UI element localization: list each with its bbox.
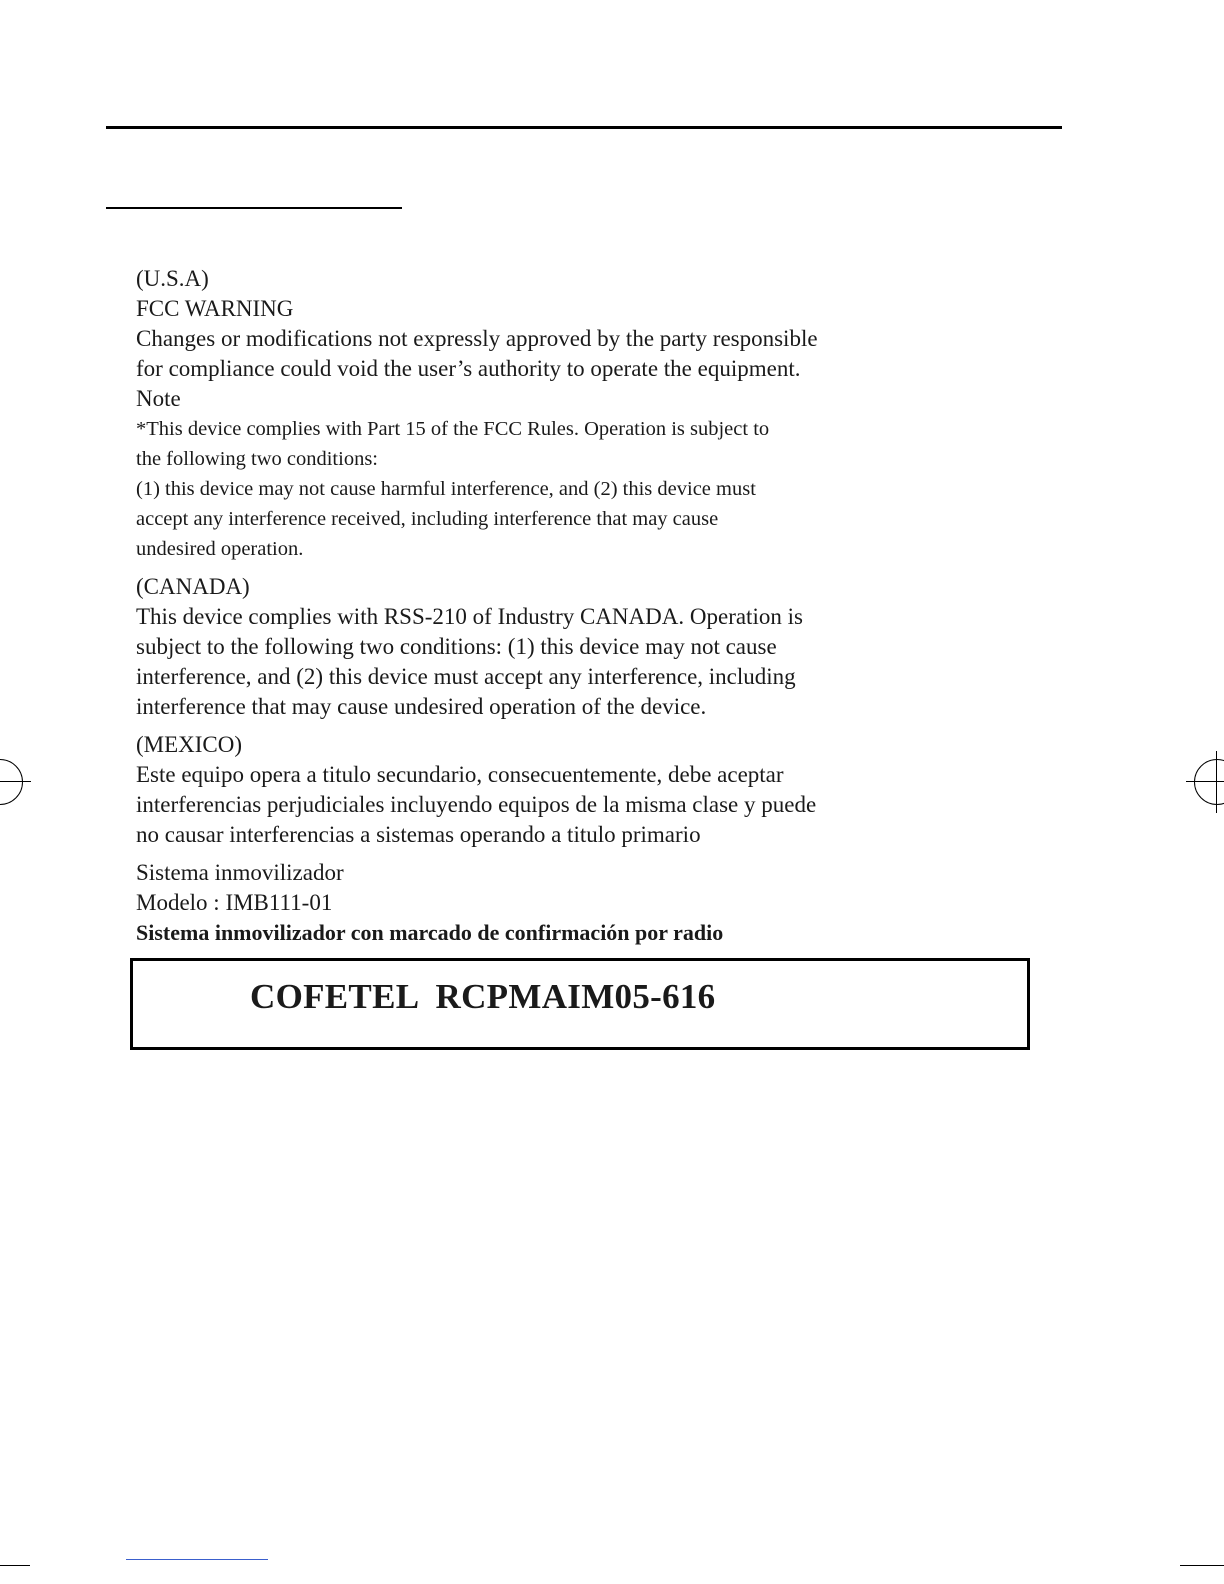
usa-heading: (U.S.A) — [136, 266, 209, 291]
system-model: Modelo : IMB111-01 — [136, 890, 333, 915]
canada-text-line: interference, and (2) this device must accept any interference, including — [136, 664, 796, 689]
mexico-section — [136, 730, 1036, 850]
cofetel-number: COFETEL RCPMAIM05-616 — [250, 977, 716, 1016]
system-name: Sistema inmovilizador — [136, 860, 344, 885]
mexico-heading: (MEXICO) — [136, 732, 243, 757]
registration-mark-icon — [0, 759, 23, 805]
system-section — [136, 858, 1036, 948]
usa-device-line: *This device complies with Part 15 of the FCC Rules. Operation is subject to — [136, 418, 770, 440]
usa-changes-line: for compliance could void the user’s authority to operate the equipment. — [136, 356, 801, 381]
cofetel-box — [130, 958, 1030, 1050]
canada-section — [136, 572, 1036, 722]
footer-rule — [126, 1559, 268, 1560]
mexico-text-line: interferencias perjudiciales incluyendo equipos de la misma clase y puede — [136, 792, 817, 817]
usa-changes-line: Changes or modifications not expressly approved by the party responsible — [136, 326, 818, 351]
section-title-underline — [106, 207, 402, 209]
system-bold-line: Sistema inmovilizador con marcado de confirmación por radio — [136, 920, 724, 945]
regulatory-notice — [136, 264, 1036, 948]
canada-text-line: subject to the following two conditions: (1) this device may not cause — [136, 634, 777, 659]
mexico-text-line: Este equipo opera a titulo secundario, consecuentemente, debe aceptar — [136, 762, 784, 787]
canada-text-line: interference that may cause undesired operation of the device. — [136, 694, 707, 719]
usa-device-line: the following two conditions: — [136, 448, 378, 470]
registration-mark-icon — [1194, 759, 1224, 805]
canada-heading: (CANADA) — [136, 574, 250, 599]
usa-section — [136, 264, 1036, 564]
note-heading: Note — [136, 386, 181, 411]
crop-mark — [1180, 1565, 1224, 1566]
fcc-warning-heading: FCC WARNING — [136, 296, 294, 321]
header-rule — [106, 126, 1062, 129]
crop-mark — [0, 1565, 30, 1566]
usa-condition-line: accept any interference received, including interference that may cause — [136, 508, 719, 530]
usa-condition-line: (1) this device may not cause harmful interference, and (2) this device must — [136, 478, 756, 500]
mexico-text-line: no causar interferencias a sistemas operando a titulo primario — [136, 822, 701, 847]
canada-text-line: This device complies with RSS-210 of Industry CANADA. Operation is — [136, 604, 803, 629]
usa-condition-line: undesired operation. — [136, 538, 304, 560]
